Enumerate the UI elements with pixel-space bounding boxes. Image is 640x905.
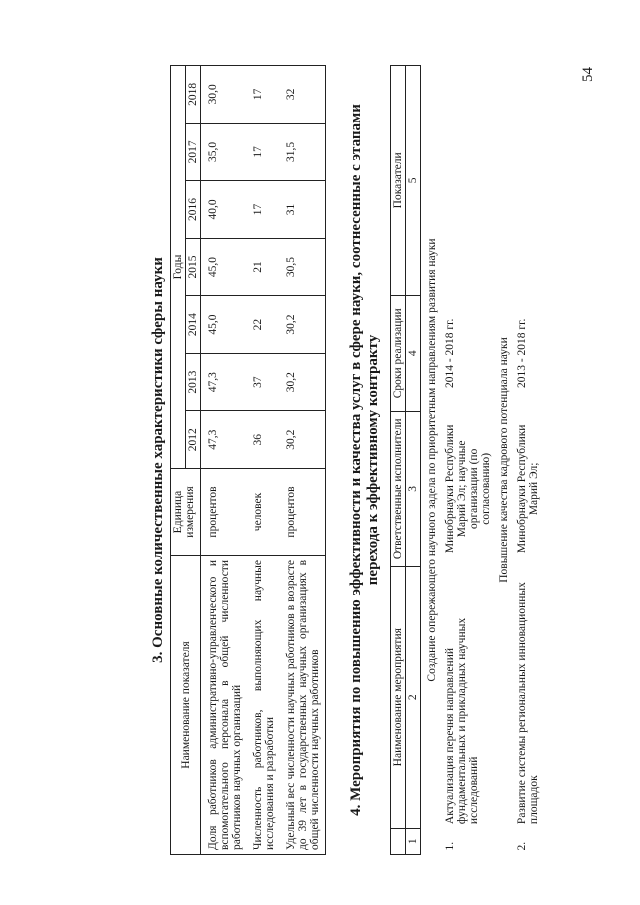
table-row bbox=[201, 66, 245, 855]
group-title: Повышение качества кадрового потенциала науки bbox=[498, 337, 510, 583]
header-year: 2012 bbox=[186, 411, 201, 469]
section4-title bbox=[348, 65, 382, 855]
row-value: 17 bbox=[244, 123, 277, 181]
item-deadline: 2014 - 2018 гг. bbox=[444, 318, 456, 389]
characteristics-table bbox=[170, 65, 326, 855]
row-value: 30,0 bbox=[201, 66, 245, 124]
header-deadline: Сроки реализации bbox=[391, 295, 406, 411]
row-value: 47,3 bbox=[201, 411, 245, 469]
row-value: 17 bbox=[244, 66, 277, 124]
header-year: 2014 bbox=[186, 296, 201, 354]
header-indicator: Наименование показателя bbox=[171, 556, 201, 855]
row-value: 47,3 bbox=[201, 353, 245, 411]
header-year: 2013 bbox=[186, 353, 201, 411]
row-value: 30,2 bbox=[277, 411, 326, 469]
section4-title-line1: 4. Мероприятия по повышению эффективности и качества услуг в сфере науки, соотнесенные с этапами bbox=[348, 104, 364, 816]
row-value: 17 bbox=[244, 181, 277, 239]
group-title: Создание опережающего научного задела по приоритетным направлениям развития науки bbox=[426, 238, 438, 682]
header-year: 2017 bbox=[186, 123, 201, 181]
header-year: 2015 bbox=[186, 238, 201, 296]
row-value: 21 bbox=[244, 238, 277, 296]
section3-title: 3. Основные количественные характеристики сферы науки bbox=[150, 257, 166, 663]
rotated-page-content bbox=[150, 65, 620, 855]
row-value: 30,2 bbox=[277, 296, 326, 354]
row-value: 30,2 bbox=[277, 353, 326, 411]
col-number: 2 bbox=[406, 566, 421, 828]
col-number: 1 bbox=[406, 828, 421, 854]
measures-table bbox=[390, 65, 541, 855]
row-value: 45,0 bbox=[201, 296, 245, 354]
row-value: 31 bbox=[277, 181, 326, 239]
row-value: 22 bbox=[244, 296, 277, 354]
header-year: 2018 bbox=[186, 66, 201, 124]
col-number: 5 bbox=[406, 66, 421, 296]
item-name: Актуализация перечня направлений фундаментальных и прикладных научных исследований bbox=[444, 617, 480, 825]
row-value: 37 bbox=[244, 353, 277, 411]
row-value: 32 bbox=[277, 66, 326, 124]
row-indicator-name: Удельный вес численности научных работников в возрасте до 39 лет в государственных научных организациях в общей численности научных работников bbox=[277, 556, 326, 855]
header-unit: Единица измерения bbox=[171, 469, 201, 556]
row-indicator-name: Доля работников административно-управленческого и вспомогательного персонала в общей численности работников научных организаций bbox=[201, 556, 245, 855]
header-responsible: Ответственные исполнители bbox=[391, 411, 406, 566]
item-number: 1. bbox=[444, 841, 456, 851]
row-value: 31,5 bbox=[277, 123, 326, 181]
row-value: 36 bbox=[244, 411, 277, 469]
item-deadline: 2013 - 2018 гг. bbox=[516, 318, 528, 389]
row-value: 40,0 bbox=[201, 181, 245, 239]
item-name: Развитие системы региональных инновационных площадок bbox=[516, 582, 540, 825]
table-row bbox=[244, 66, 277, 855]
page-number: 54 bbox=[580, 67, 596, 82]
row-value: 35,0 bbox=[201, 123, 245, 181]
table-row bbox=[515, 66, 541, 855]
table-row bbox=[443, 66, 493, 855]
row-unit: процентов bbox=[277, 469, 326, 556]
row-unit: процентов bbox=[201, 469, 245, 556]
header-years: Годы bbox=[171, 66, 186, 469]
row-value: 45,0 bbox=[201, 238, 245, 296]
row-unit: человек bbox=[244, 469, 277, 556]
header-year: 2016 bbox=[186, 181, 201, 239]
table-row bbox=[277, 66, 326, 855]
item-responsible: Минобрнауки Республики Марий Эл; научные организации (по согласованию) bbox=[444, 424, 492, 554]
col-number: 4 bbox=[406, 295, 421, 411]
section4-title-line2: перехода к эффективному контракту bbox=[365, 334, 381, 586]
header-name: Наименование мероприятия bbox=[391, 566, 406, 828]
row-value: 30,5 bbox=[277, 238, 326, 296]
item-responsible: Минобрнауки Республики Марий Эл; bbox=[516, 424, 540, 554]
row-indicator-name: Численность работников, выполняющих научные исследования и разработки bbox=[244, 556, 277, 855]
col-number: 3 bbox=[406, 411, 421, 566]
header-num bbox=[391, 828, 406, 854]
item-number: 2. bbox=[516, 841, 528, 851]
header-indicators: Показатели bbox=[391, 66, 406, 296]
